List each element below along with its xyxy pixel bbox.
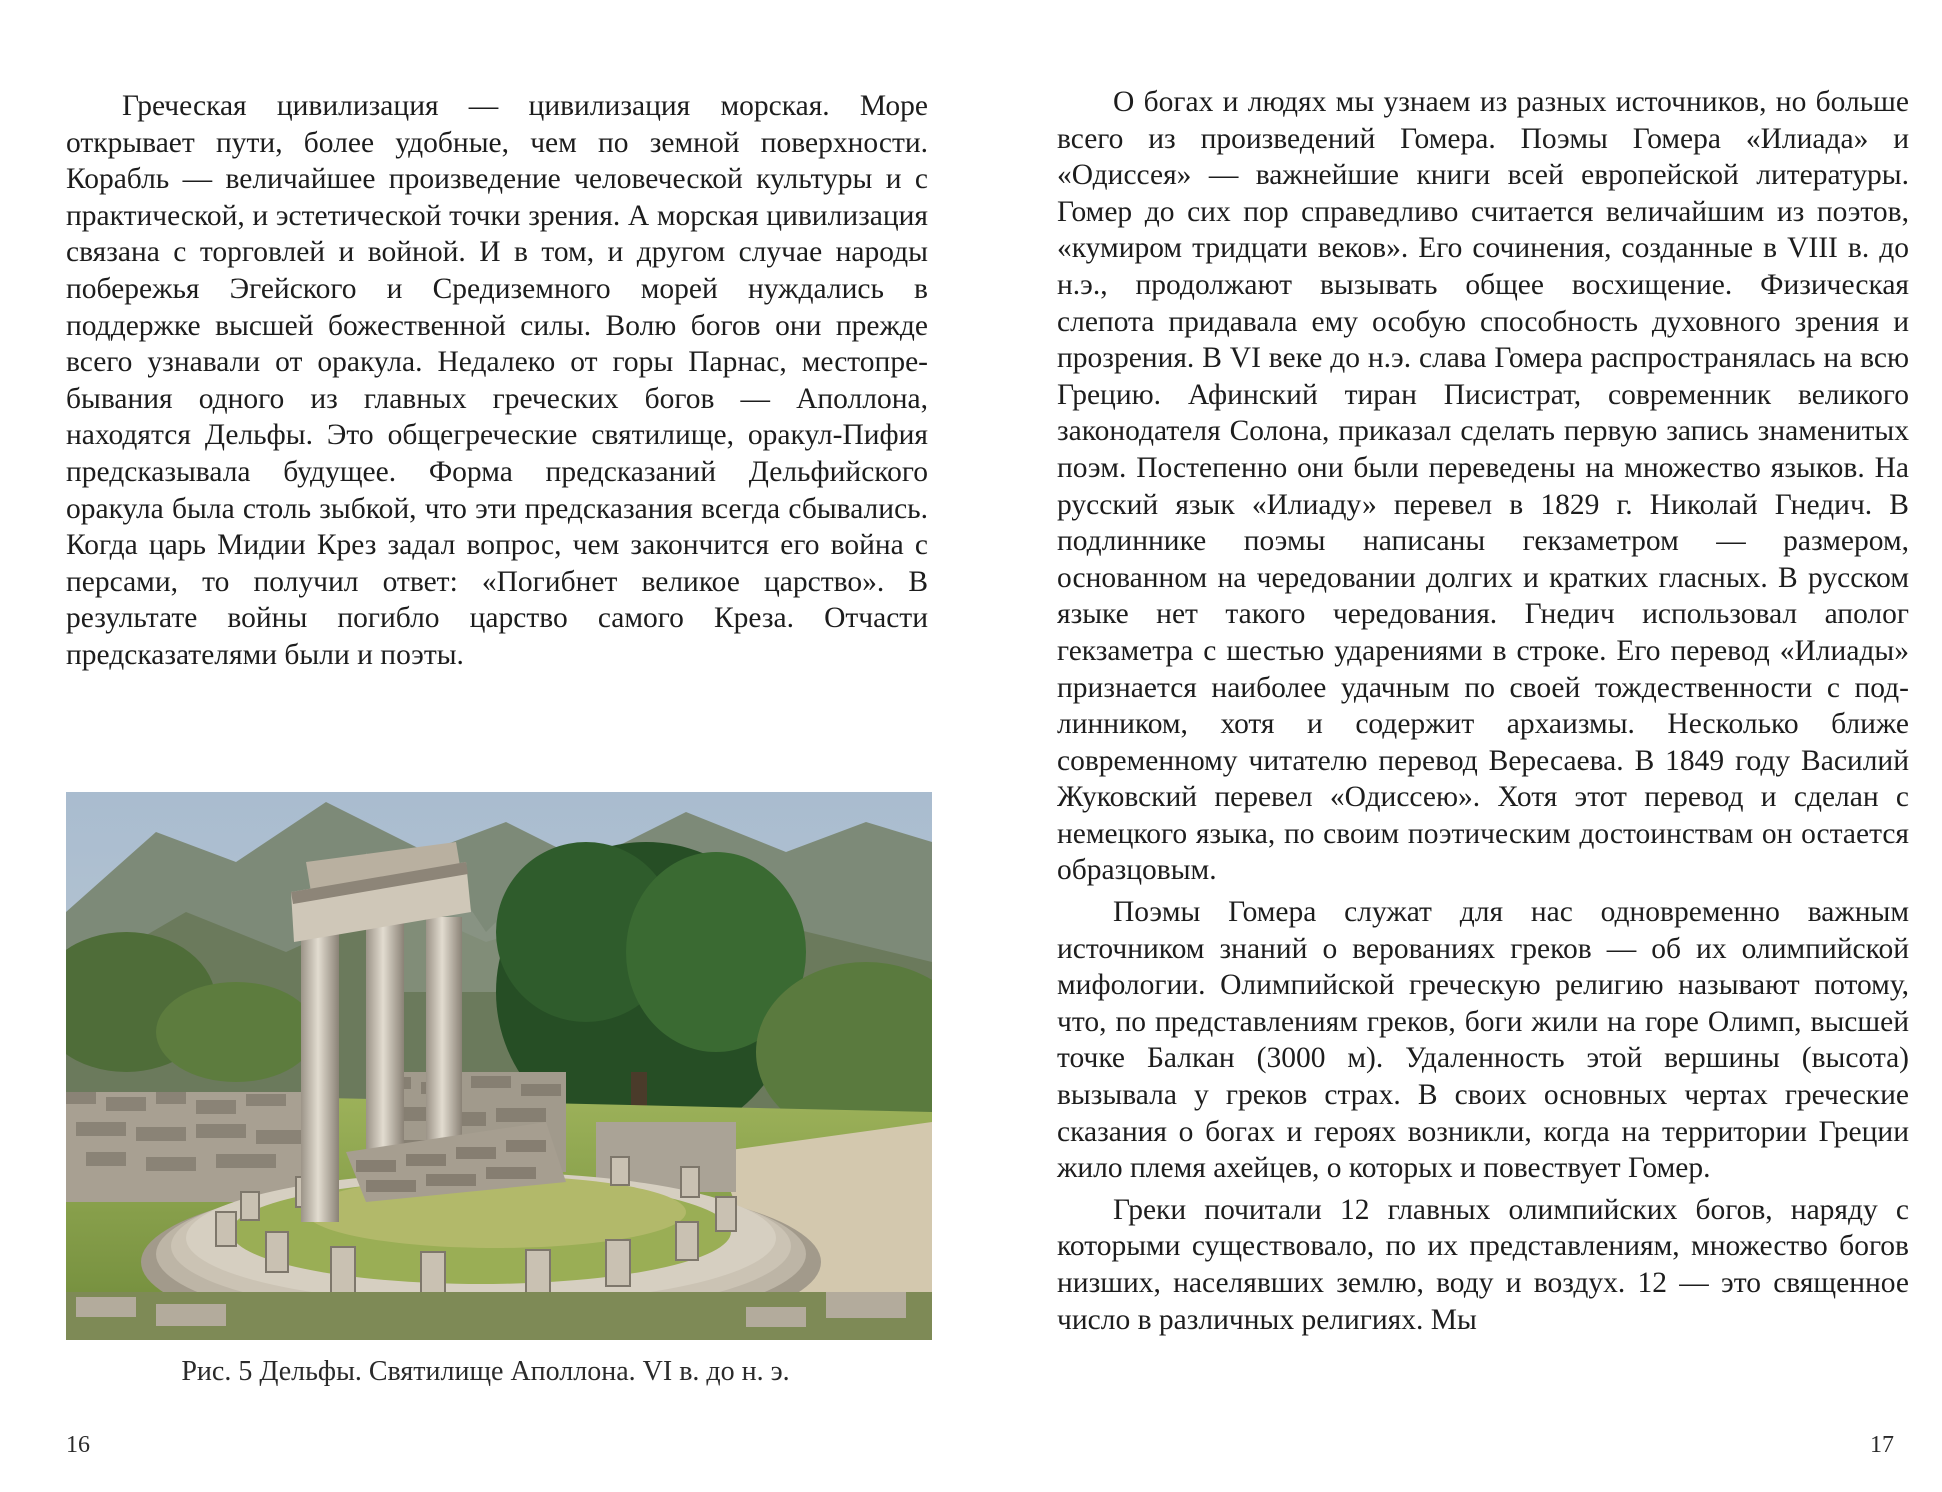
delphi-photo [66, 792, 932, 1340]
left-page-text [66, 88, 928, 679]
page-number-right: 17 [1870, 1432, 1894, 1458]
right-paragraph-3: Греки почитали 12 главных олимпийских богов, наряду с которыми существовало, по их представлениям, множество богов низших, населявших землю, воду и воздух. 12 — это священное число в различных религиях. Мы [1057, 1193, 1909, 1336]
right-page [971, 0, 1942, 1492]
left-paragraph-1: Греческая цивилизация — цивилизация морская. Море открывает пути, более удобные, чем по земной поверхности. Корабль — величайшее произведение человеческой культуры и с практической, и эстетической точки зрения. А морская цивилизация связана с торговлей и войной. И в том, и другом случае народы побережья Эгейского и Средиземного морей нуждались в поддержке высшей божественной силы. Волю богов они прежде всего узнавали от оракула. Недалеко от горы Парнас, местопребывания одного из главных греческих богов — Аполлона, находятся Дельфы. Это общегреческие святилище, оракул-Пифия предсказывала будущее. Форма предсказаний Дельфийского оракула была столь зыбкой, что эти предсказания всегда сбывались. Когда царь Мидии Крез задал вопрос, чем закончится его война с персами, то получил ответ: «Погибнет великое царство». В результате войны погибло царство самого Креза. Отчасти предсказателями были и поэты. [66, 90, 928, 671]
figure-caption: Рис. 5 Дельфы. Святилище Аполлона. VI в. до н. э. [181, 1356, 790, 1387]
page-number-left: 16 [66, 1432, 90, 1458]
right-page-text [1057, 84, 1909, 1343]
right-paragraph-2: Поэмы Гомера служат для нас одновременно важным источником знаний о верованиях греков — об их олимпийской мифологии. Олимпийской греческую религию называют потому, что, по представлениям греков, боги жили на горе Олимп, высшей точке Балкан (3000 м). Удаленность этой вершины (высота) вызывала у греков страх. В своих основных чертах греческие сказания о богах и героях возникли, когда на территории Греции жило племя ахейцев, о которых и повествует Гомер. [1057, 896, 1909, 1185]
right-paragraph-1: О богах и людях мы узнаем из разных источников, но больше всего из произведений Гомера. Поэмы Гомера «Илиада» и «Одиссея» — важнейшие книги всей европейской литературы. Гомер до сих пор справедливо считается величайшим из поэтов, «кумиром тридцати веков». Его сочинения, созданные в VIII в. до н.э., продолжают вызывать общее восхищение. Физическая слепота придавала ему особую способность духовного зрения и прозрения. В VI веке до н.э. слава Гомера распространялась на всю Грецию. Афинский тиран Писистрат, современник великого законодателя Солона, приказал сделать первую запись знаменитых поэм. Постепенно они были переведены на множество языков. На русский язык «Илиаду» перевел в 1829 г. Николай Гнедич. В подлиннике поэмы написаны гекзаметром — размером, основанном на чередовании долгих и кратких гласных. В русском языке нет такого чередования. Гнедич использовал аполог гекзаметра с шестью ударениями в строке. Его перевод «Илиады» признается наиболее удачным по своей тождественности с подлинником, хотя и содержит архаизмы. Несколько ближе современному читателю перевод Вересаева. В 1849 году Василий Жуковский перевел «Одиссею». Хотя этот перевод и сделан с немецкого языка, по своим поэтическим достоинствам он остается образцовым. [1057, 86, 1909, 887]
